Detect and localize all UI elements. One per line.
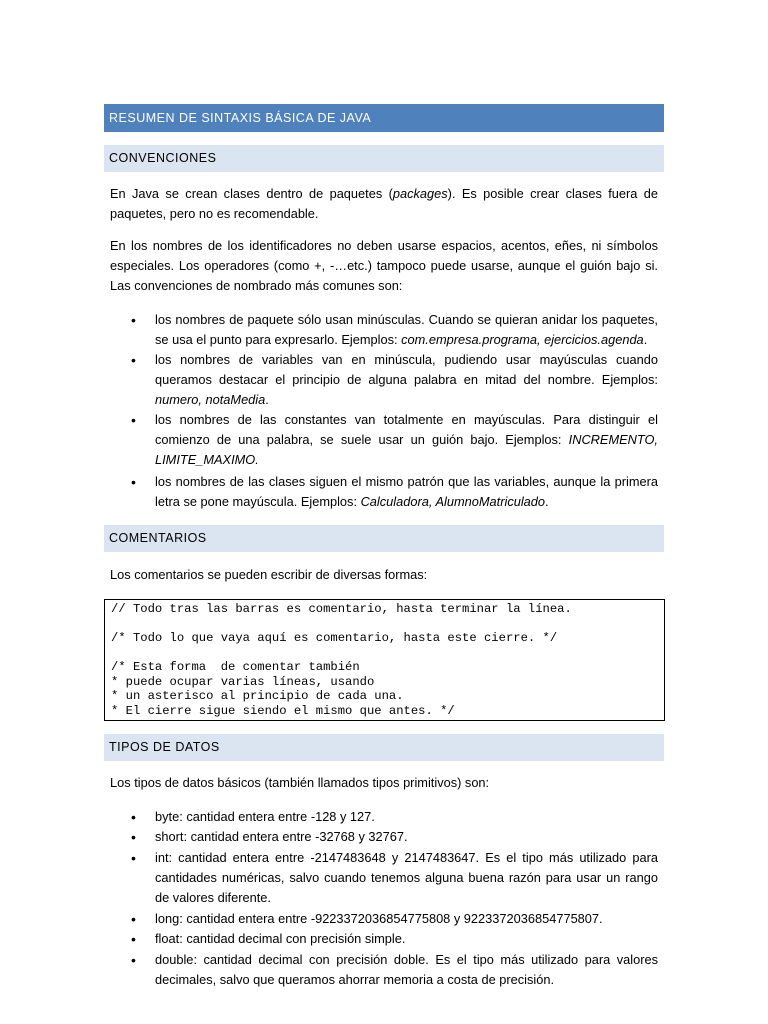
list-item-text xyxy=(155,950,658,990)
type-name: byte xyxy=(155,809,180,824)
list-item xyxy=(0,909,768,929)
list-item xyxy=(0,472,768,512)
type-name: double xyxy=(155,952,194,967)
list-item-body: los nombres de las constantes van totalmente en mayúsculas. Para distinguir el comienzo de una palabra, se suele usar un guión bajo. Ejemplos: xyxy=(155,412,658,447)
list-item-text xyxy=(155,909,658,929)
list-item-example: numero, notaMedia xyxy=(155,392,266,407)
type-description: : cantidad entera entre -128 y 127. xyxy=(179,809,375,824)
list-item-text xyxy=(155,827,658,847)
list-item xyxy=(0,848,768,909)
list-item xyxy=(0,950,768,990)
paragraph-comentarios: Los comentarios se pueden escribir de diversas formas: xyxy=(110,567,428,582)
bullet-glyph: • xyxy=(131,412,136,428)
type-description: : cantidad entera entre -32768 y 32767. xyxy=(183,829,408,844)
list-item xyxy=(0,350,768,410)
code-line: // Todo tras las barras es comentario, hasta terminar la línea. xyxy=(111,602,572,616)
bullet-glyph: • xyxy=(131,850,136,866)
code-line: /* Todo lo que vaya aquí es comentario, hasta este cierre. */ xyxy=(111,631,558,645)
list-item-body: los nombres de variables van en minúscula, pudiendo usar mayúsculas cuando queramos destacar el principio de alguna palabra en mitad del nombre. Ejemplos: xyxy=(155,352,658,387)
code-line xyxy=(111,617,658,632)
list-item-text xyxy=(155,410,658,470)
code-block xyxy=(104,599,665,721)
list-item-end: . xyxy=(265,392,269,407)
bullet-glyph: • xyxy=(131,911,136,927)
paragraph-paquetes-part-2: ). Es posible crear clases fuera de paquetes, pero no es recomendable. xyxy=(110,186,658,221)
paragraph-paquetes xyxy=(110,184,658,224)
type-name: long xyxy=(155,911,180,926)
code-line xyxy=(111,646,658,661)
list-item-example: INCREMENTO, LIMITE_MAXIMO. xyxy=(155,432,658,467)
list-item-text xyxy=(155,472,658,512)
paragraph-tipos: Los tipos de datos básicos (también llamados tipos primitivos) son: xyxy=(110,775,490,790)
list-item-end: . xyxy=(643,332,648,347)
type-name: short xyxy=(155,829,184,844)
list-item-text xyxy=(155,310,658,350)
bullet-glyph: • xyxy=(131,352,136,368)
list-item-example: com.empresa.programa, ejercicios.agenda xyxy=(401,332,644,347)
list-item xyxy=(0,807,768,827)
bullet-glyph: • xyxy=(131,829,136,845)
list-item xyxy=(0,310,768,350)
section-heading-tipos-de-datos: TIPOS DE DATOS xyxy=(104,734,664,761)
list-item-text xyxy=(155,929,658,949)
list-item-body: los nombres de paquete sólo usan minúsculas. Cuando se quieran anidar los paquetes, se usa el punto para expresarlo. Ejemplos: xyxy=(155,312,658,347)
section-heading-comentarios: COMENTARIOS xyxy=(104,525,664,552)
list-item-text xyxy=(155,807,658,827)
list-item-end: . xyxy=(545,494,549,509)
bullet-glyph: • xyxy=(131,474,136,490)
paragraph-identificadores: En los nombres de los identificadores no deben usarse espacios, acentos, eñes, ni símbolos especiales. Los operadores (como +, -…etc.) tampoco puede usarse, aunque el guión bajo si. Las convenciones de nombrado más comunes son: xyxy=(110,238,658,293)
bullet-glyph: • xyxy=(131,809,136,825)
list-item-body: los nombres de las clases siguen el mismo patrón que las variables, aunque la primera letra se pone mayúscula. Ejemplos: xyxy=(155,474,658,509)
type-name: int xyxy=(155,850,169,865)
list-item-text xyxy=(155,848,658,908)
code-line: * puede ocupar varias líneas, usando xyxy=(111,674,375,689)
bullet-glyph: • xyxy=(131,931,136,947)
list-item xyxy=(0,827,768,848)
type-name: float xyxy=(155,931,180,946)
document-title: RESUMEN DE SINTAXIS BÁSICA DE JAVA xyxy=(104,104,664,132)
code-line: * un asterisco al principio de cada una. xyxy=(111,689,404,703)
bullet-glyph: • xyxy=(131,952,136,968)
paragraph-paquetes-part-1: En Java se crean clases dentro de paquetes ( xyxy=(110,186,393,201)
type-description: : cantidad decimal con precisión doble. Es el tipo más utilizado para valores decimales, salvo que queramos ahorrar memoria a costa de precisión. xyxy=(155,952,658,987)
list-item-text xyxy=(155,350,658,410)
list-item xyxy=(0,929,768,950)
convenciones-list xyxy=(0,310,768,512)
bullet-glyph: • xyxy=(131,312,136,328)
section-heading-convenciones: CONVENCIONES xyxy=(104,145,664,172)
list-item-example: Calculadora, AlumnoMatriculado xyxy=(360,494,546,509)
type-description: : cantidad decimal con precisión simple. xyxy=(179,931,406,946)
paragraph-paquetes-term: packages xyxy=(392,186,448,201)
code-line: /* Esta forma de comentar también xyxy=(111,660,360,674)
tipos-list xyxy=(0,807,768,990)
type-description: : cantidad entera entre -9223372036854775808 y 9223372036854775807. xyxy=(179,911,603,926)
code-line: * El cierre sigue siendo el mismo que antes. */ xyxy=(111,703,455,718)
type-description: : cantidad entera entre -2147483648 y 2147483647. Es el tipo más utilizado para cantidades numéricas, salvo cuando tenemos alguna buena razón para usar un rango de valores diferente. xyxy=(155,850,658,905)
list-item xyxy=(0,410,768,472)
